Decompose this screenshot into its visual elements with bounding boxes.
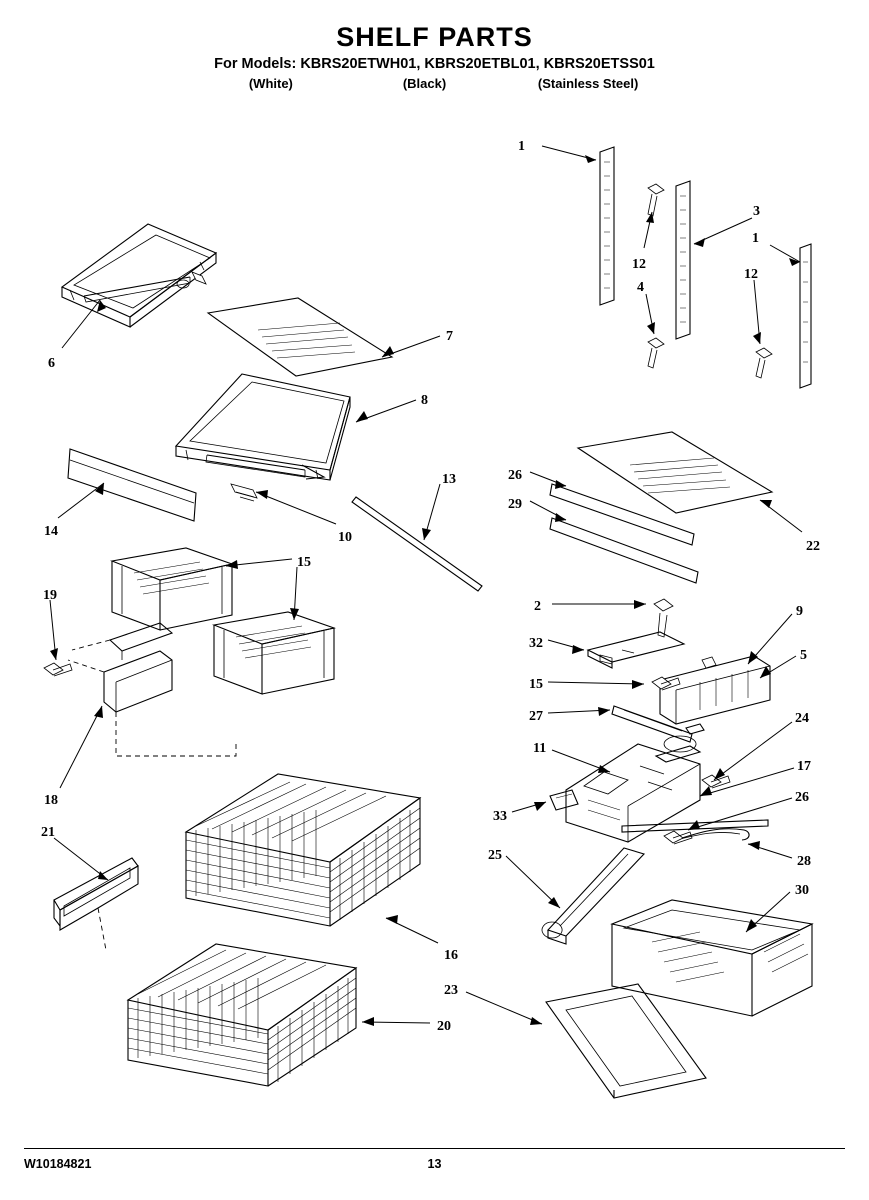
color-options — [0, 76, 869, 91]
part-4-screw-lower — [648, 338, 664, 368]
part-19-screw — [44, 663, 72, 676]
callout-1b: 1 — [752, 231, 759, 246]
callout-15: 15 — [297, 555, 311, 570]
part-30-drawer-pan — [612, 900, 812, 1016]
callout-19: 19 — [43, 588, 57, 603]
callout-8: 8 — [421, 393, 428, 408]
part-16-wire-basket — [186, 774, 420, 926]
part-24-screw — [702, 775, 730, 788]
callout-33: 33 — [493, 809, 507, 824]
part-3-rail-middle — [676, 181, 690, 339]
part-27-rail — [612, 706, 692, 742]
part-1-rail-left — [600, 147, 614, 305]
callout-9: 9 — [796, 604, 803, 619]
part-9-rail — [660, 656, 770, 724]
callout-23: 23 — [444, 983, 458, 998]
callout-20: 20 — [437, 1019, 451, 1034]
part-7-glass-panel — [208, 298, 392, 376]
part-18-door-bin — [68, 623, 236, 756]
footer-divider — [24, 1148, 845, 1149]
callout-14: 14 — [44, 524, 58, 539]
callout-16: 16 — [444, 948, 458, 963]
part-10-clip — [231, 484, 257, 498]
color-black: (Black) — [402, 76, 447, 91]
part-17-rod — [622, 820, 768, 832]
document-code: W10184821 — [24, 1157, 92, 1171]
callout-10: 10 — [338, 530, 352, 545]
callout-26b: 26 — [795, 790, 809, 805]
part-14-trim-strip — [68, 449, 196, 521]
part-11-housing — [566, 724, 704, 842]
callout-2: 2 — [534, 599, 541, 614]
part-1-rail-right — [800, 244, 811, 388]
callout-15b: 15 — [529, 677, 543, 692]
color-white: (White) — [248, 76, 293, 91]
page-title: SHELF PARTS — [336, 22, 533, 52]
callout-18: 18 — [44, 793, 58, 808]
part-2-screw — [654, 599, 673, 637]
page-number: 13 — [427, 1157, 442, 1171]
callout-11: 11 — [533, 741, 547, 756]
part-22-glass-panel — [578, 432, 772, 513]
callout-21: 21 — [41, 825, 55, 840]
callout-4: 4 — [637, 280, 644, 295]
callout-1: 1 — [518, 139, 525, 154]
part-15-screw-right — [652, 677, 680, 690]
part-8-shelf-frame — [176, 374, 350, 501]
part-29-trim-strip — [550, 518, 698, 583]
part-26-trim-strip — [550, 484, 694, 545]
part-13-rod — [352, 497, 482, 591]
part-15-bin-upper — [112, 548, 232, 630]
callout-12: 12 — [632, 257, 646, 272]
part-6-shelf-frame — [62, 224, 216, 327]
callout-25: 25 — [488, 848, 502, 863]
callout-13: 13 — [442, 472, 456, 487]
callout-6: 6 — [48, 356, 55, 371]
callout-5: 5 — [800, 648, 807, 663]
callout-24: 24 — [795, 711, 809, 726]
part-33-clip — [550, 790, 578, 810]
callout-30: 30 — [795, 883, 809, 898]
callout-32: 32 — [529, 636, 543, 651]
callout-29: 29 — [508, 497, 522, 512]
part-28-screw — [664, 831, 692, 844]
callout-27: 27 — [529, 709, 543, 724]
callout-17: 17 — [797, 759, 811, 774]
leader-lines — [50, 146, 802, 1026]
part-20-wire-basket — [128, 944, 356, 1086]
part-15-bin-lower — [214, 612, 334, 694]
callout-22: 22 — [806, 539, 820, 554]
callout-26: 26 — [508, 468, 522, 483]
model-list: For Models: KBRS20ETWH01, KBRS20ETBL01, KBRS20ETSS01 — [214, 56, 655, 72]
callout-12b: 12 — [744, 267, 758, 282]
part-21-divider — [54, 858, 138, 950]
part-23-drawer-trim — [546, 984, 706, 1098]
callout-3: 3 — [753, 204, 760, 219]
callout-28: 28 — [797, 854, 811, 869]
callout-7: 7 — [446, 329, 453, 344]
part-12-screw-right — [756, 348, 772, 378]
part-25-handle-rail — [542, 848, 644, 944]
part-32-bracket — [588, 632, 684, 668]
part-26-wire-handle — [676, 829, 749, 840]
part-12-screw-upper — [648, 184, 664, 216]
color-stainless: (Stainless Steel) — [537, 76, 639, 91]
